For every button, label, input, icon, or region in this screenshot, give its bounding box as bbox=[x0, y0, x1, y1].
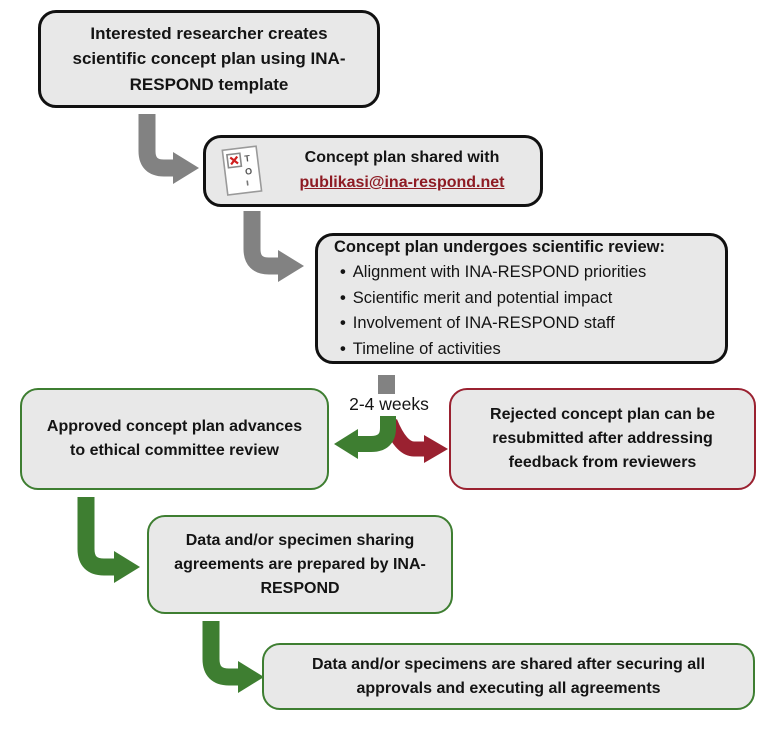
shared-text: Data and/or specimens are shared after securing all approvals and executing all agreements bbox=[311, 655, 706, 697]
review-bullet-item: • Alignment with INA-RESPOND priorities bbox=[338, 260, 646, 286]
email-link[interactable]: publikasi@ina-respond.net bbox=[299, 174, 505, 191]
broken-image-icon bbox=[220, 143, 266, 199]
review-bullet-item: • Involvement of INA-RESPOND staff bbox=[338, 311, 646, 337]
arrow-approved-to-agreements-icon bbox=[86, 497, 140, 583]
arrow-share-to-review-icon bbox=[252, 211, 304, 282]
arrow-head-right-icon bbox=[114, 551, 140, 583]
icon-letter: T bbox=[243, 153, 251, 164]
icon-letter: O bbox=[244, 165, 253, 177]
rejected-text: Rejected concept plan can be resubmitted after addressing feedback from reviewers bbox=[490, 406, 715, 471]
agreements-text: Data and/or specimen sharing agreements are prepared by INA-RESPOND bbox=[174, 531, 426, 597]
review-title: Concept plan undergoes scientific review: bbox=[334, 237, 665, 256]
arrow-agreements-to-shared-icon bbox=[211, 621, 264, 693]
shared-box bbox=[262, 643, 755, 710]
step-create-concept-box bbox=[38, 10, 380, 108]
arrow-head-left-icon bbox=[334, 429, 358, 459]
rejected-box bbox=[449, 388, 756, 490]
arrow-shaft bbox=[86, 497, 114, 567]
step-review-box bbox=[315, 233, 728, 364]
icon-letter-fragment bbox=[247, 181, 248, 186]
arrow-shaft bbox=[211, 621, 238, 677]
review-bullet-list bbox=[334, 260, 646, 362]
review-bullet-item: • Scientific merit and potential impact bbox=[338, 286, 646, 312]
arrow-head-right-icon bbox=[173, 152, 199, 184]
review-bullet-item: • Timeline of activities bbox=[338, 337, 646, 363]
agreements-box bbox=[147, 515, 453, 614]
step-share-box bbox=[203, 135, 543, 207]
approved-text: Approved concept plan advances to ethical committee review bbox=[46, 418, 303, 459]
arrow-create-to-share-icon bbox=[147, 114, 199, 184]
arrow-head-right-icon bbox=[278, 250, 304, 282]
step-share-text bbox=[278, 146, 526, 196]
arrow-shaft bbox=[390, 422, 424, 449]
approved-box bbox=[20, 388, 329, 490]
arrow-shaft bbox=[147, 114, 173, 168]
arrow-head-right-icon bbox=[424, 435, 448, 463]
arrow-shaft bbox=[358, 416, 388, 444]
branch-arrow-rejected-icon bbox=[390, 422, 448, 463]
share-text-line: Concept plan shared with bbox=[304, 149, 500, 167]
arrow-shaft bbox=[252, 211, 278, 266]
branch-arrow-approved-icon bbox=[334, 416, 388, 459]
step-create-concept-text: Interested researcher creates scientific concept plan using INA-RESPOND template bbox=[72, 23, 346, 94]
arrow-head-right-icon bbox=[238, 661, 264, 693]
duration-label: 2-4 weeks bbox=[349, 394, 429, 414]
arrow-review-stub-icon bbox=[378, 375, 395, 394]
